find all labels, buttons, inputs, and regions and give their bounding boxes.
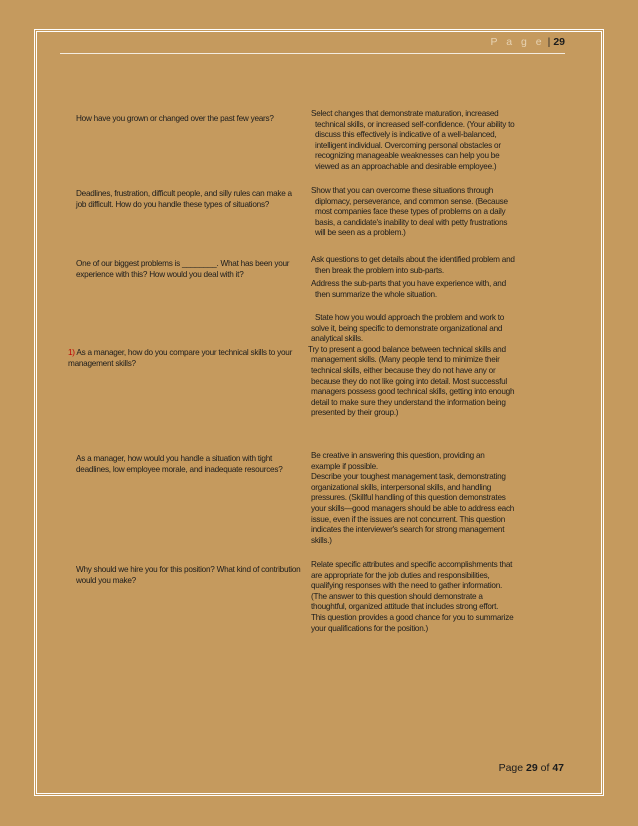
answer-line: State how you would approach the problem and work to xyxy=(315,313,505,322)
answer-line: analytical skills. xyxy=(311,334,363,344)
answer-line: technical skills, either because they do not have any or xyxy=(311,365,496,375)
question-2: Deadlines, frustration, difficult people, and silly rules can make a job difficult. How do you handle these types of situations? xyxy=(76,189,292,209)
header-page-word: P a g e xyxy=(490,36,545,48)
answer-line: issue, even if the issues are not concurrent. This question xyxy=(311,514,505,524)
answer-line: Try to present a good balance between technical skills and xyxy=(308,344,506,354)
answer-line: Be creative in answering this question, providing an xyxy=(311,451,485,460)
answer-line: indicates the interviewer's search for strong management xyxy=(311,525,505,535)
answer-line: recognizing manageable weaknesses can help you be xyxy=(315,151,500,161)
answer-line: Address the sub-parts that you have experience with, and xyxy=(311,279,506,289)
answer-line: Describe your toughest management task, demonstrating xyxy=(311,472,506,482)
header-separator: | xyxy=(547,36,551,48)
answer-line: are appropriate for the job duties and responsibilities, xyxy=(311,570,490,580)
answer-line: then break the problem into sub-parts. xyxy=(315,265,444,275)
answer-1 xyxy=(311,109,541,173)
answer-line: presented by their group.) xyxy=(311,408,399,418)
question-3: One of our biggest problems is ________. What has been your experience with this? How would you deal with it? xyxy=(76,259,290,279)
answer-line: Show that you can overcome these situations through xyxy=(311,186,494,195)
answer-line: pressures. (Skillful handling of this question demonstrates xyxy=(311,493,506,503)
question-1: How have you grown or changed over the past few years? xyxy=(76,114,274,123)
footer-page-label: Page xyxy=(498,762,524,774)
answer-line: detail to make sure they understand the information being xyxy=(311,397,506,407)
answer-line: your skills—good managers should be able to address each xyxy=(311,503,515,513)
answer-line: diplomacy, perseverance, and common sense. (Because xyxy=(315,196,508,206)
question-6: Why should we hire you for this position? What kind of contribution would you make? xyxy=(76,565,301,585)
answer-line: your qualifications for the position.) xyxy=(311,623,429,633)
answer-line: (The answer to this question should demonstrate a xyxy=(311,591,483,601)
answer-line: Relate specific attributes and specific accomplishments that xyxy=(311,560,513,569)
footer-page-number: 29 xyxy=(526,762,538,774)
answer-line: technical skills, or increased self-confidence. (Your ability to xyxy=(315,119,515,129)
answer-line: qualifying responses with the need to gather information. xyxy=(311,581,503,591)
answer-line: will be seen as a problem.) xyxy=(315,228,406,238)
question-5: As a manager, how would you handle a situation with tight deadlines, low employee morale, and inadequate resources? xyxy=(76,454,283,474)
answer-line: example if possible. xyxy=(311,461,378,471)
answer-line: thoughtful, organized attitude that includes strong effort. xyxy=(311,602,499,612)
answer-line: Ask questions to get details about the identified problem and xyxy=(311,255,515,264)
footer-of-label: of xyxy=(540,762,550,774)
answer-line: basis, a candidate's inability to deal with petty frustrations xyxy=(315,217,508,227)
answer-line: management skills. (Many people tend to minimize their xyxy=(311,355,500,365)
answer-line: viewed as an approachable and desirable employee.) xyxy=(315,161,497,171)
answer-line: then summarize the whole situation. xyxy=(315,289,437,299)
answer-line: Select changes that demonstrate maturation, increased xyxy=(311,109,499,118)
answer-line: because they do not like going into detail. Most successful xyxy=(311,376,507,386)
answer-line: intelligent individual. Overcoming personal obstacles or xyxy=(315,140,501,150)
page-footer xyxy=(470,762,564,774)
answer-line: This question provides a good chance for you to summarize xyxy=(311,612,514,622)
footer-total-pages: 47 xyxy=(552,762,564,774)
page-header xyxy=(60,36,565,48)
answer-line: most companies face these types of problems on a daily xyxy=(315,207,506,217)
answer-4 xyxy=(308,313,541,419)
answer-3 xyxy=(311,255,541,300)
question-text: As a manager, how do you compare your technical skills to your management skills? xyxy=(68,348,293,368)
answer-line: discuss this effectively is indicative of a well-balanced, xyxy=(315,130,497,140)
answer-2 xyxy=(311,186,541,239)
question-4 xyxy=(68,348,304,369)
answer-line: solve it, being specific to demonstrate organizational and xyxy=(311,323,503,333)
answer-line: managers possess good technical skills, getting into enough xyxy=(311,387,515,397)
header-page-number: 29 xyxy=(553,36,565,48)
answer-line: skills.) xyxy=(311,535,332,545)
answer-5 xyxy=(311,451,541,546)
answer-6 xyxy=(311,560,541,634)
list-number: 1) xyxy=(68,348,75,357)
answer-line: organizational skills, interpersonal skills, and handling xyxy=(311,482,492,492)
header-rule xyxy=(60,53,565,54)
